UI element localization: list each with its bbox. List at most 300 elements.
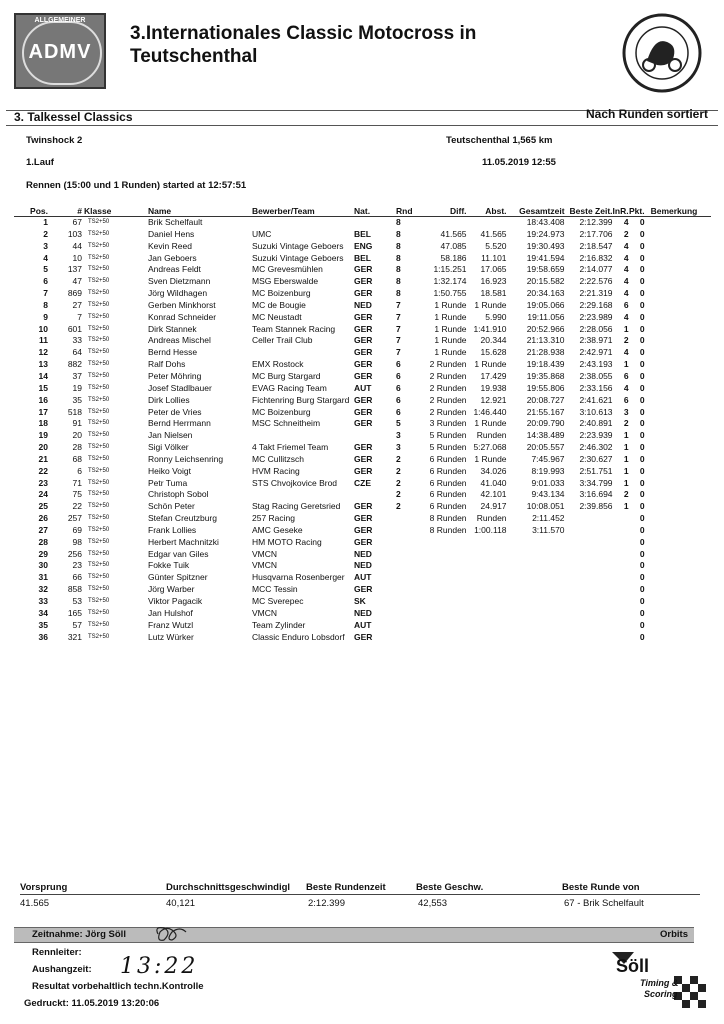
cell-points: 0 [639, 631, 645, 642]
cell-nat [354, 217, 396, 229]
cell-pos: 5 [43, 264, 48, 275]
cell-team: MC de Bougie [252, 299, 306, 310]
cell-diff: 6 Runden [429, 465, 467, 476]
table-row [14, 347, 711, 359]
cell-gap: Runden [476, 513, 507, 524]
cell-team [252, 489, 354, 501]
cell-points: 0 [639, 217, 645, 227]
cell-points: 0 [639, 359, 645, 370]
cell-name: Andreas Feldt [148, 264, 201, 275]
cell-name: Sven Dietzmann [148, 276, 211, 287]
cell-laps: 7 [396, 299, 401, 310]
cell-pos: 7 [43, 288, 48, 299]
cell-pos: 21 [38, 453, 48, 464]
cell-pos: 2 [43, 228, 48, 239]
cell-best-time: 2:42.971 [579, 347, 613, 358]
cell-class: TS2+50 [88, 420, 110, 427]
cell-points: 0 [639, 276, 645, 287]
col-number: # [48, 205, 82, 217]
cell-pos: 1 [43, 217, 48, 227]
cell-name: Schön Peter [148, 501, 195, 512]
cell-nat: GER [354, 442, 373, 453]
cell-diff: 1:32.174 [433, 276, 467, 287]
cell-pos: 12 [38, 347, 48, 358]
cell-remark [651, 442, 711, 454]
cell-team: Classic Enduro Lobsdorf [252, 631, 345, 642]
cell-team: HVM Racing [252, 465, 300, 476]
table-row [14, 572, 711, 584]
cell-best-lap: 1 [623, 323, 629, 334]
cell-gap: 1 Runde [474, 453, 507, 464]
cell-name: Christoph Sobol [148, 489, 209, 500]
cell-best-lap [613, 513, 629, 525]
cell-points: 0 [639, 619, 645, 630]
cell-diff: 2 Runden [429, 394, 467, 405]
cell-class: TS2+50 [88, 550, 110, 557]
cell-gap: 5.990 [485, 311, 507, 322]
table-row [14, 383, 711, 395]
table-row [14, 513, 711, 525]
table-row [14, 608, 711, 620]
cell-number: 10 [72, 252, 82, 263]
cell-points: 0 [639, 524, 645, 535]
cell-points: 0 [639, 572, 645, 583]
cell-name: Bernd Herrmann [148, 418, 211, 429]
cell-total-time [507, 620, 565, 632]
cell-best-lap: 3 [623, 406, 629, 417]
cell-best-lap: 1 [623, 359, 629, 370]
cell-gap [467, 572, 507, 584]
cell-pos: 34 [38, 607, 48, 618]
cell-diff [413, 217, 467, 229]
cell-gap: 1 Runde [474, 299, 507, 310]
cell-class: TS2+50 [88, 574, 110, 581]
col-points: Pkt. [629, 205, 651, 217]
cell-name: Franz Wutzl [148, 619, 194, 630]
cell-laps [396, 632, 413, 644]
cell-best-lap: 4 [623, 276, 629, 287]
cell-team: MC Burg Stargard [252, 370, 321, 381]
cell-pos: 19 [38, 430, 48, 441]
cell-diff [413, 560, 467, 572]
cell-total-time: 3:11.570 [532, 524, 565, 535]
col-total-time: Gesamtzeit [507, 205, 565, 217]
cell-nat: NED [354, 299, 372, 310]
cell-laps: 6 [396, 406, 401, 417]
cell-nat: GER [354, 335, 373, 346]
cell-gap: 1:41.910 [473, 323, 507, 334]
cell-nat: CZE [354, 477, 371, 488]
cell-remark [651, 608, 711, 620]
cell-name: Gerben Minkhorst [148, 299, 216, 310]
cell-diff: 8 Runden [429, 524, 467, 535]
cell-laps [396, 513, 413, 525]
cell-best-lap: 1 [623, 465, 629, 476]
cell-class: TS2+50 [88, 503, 110, 510]
cell-pos: 30 [38, 560, 48, 571]
cell-remark [651, 549, 711, 561]
col-best-time: Beste Zeit. [565, 205, 613, 217]
cell-team: UMC [252, 228, 272, 239]
cell-points: 0 [639, 453, 645, 464]
cell-best-lap [613, 549, 629, 561]
cell-nat: GER [354, 536, 373, 547]
cell-remark [651, 335, 711, 347]
cell-total-time: 14:38.489 [526, 430, 565, 441]
cell-best-time: 3:10.613 [579, 406, 613, 417]
soell-logo-name: Söll [616, 956, 650, 976]
cell-number: 75 [72, 489, 82, 500]
cell-best-lap: 4 [623, 347, 629, 358]
cell-gap: 42.101 [480, 489, 507, 500]
table-row [14, 596, 711, 608]
cell-remark [651, 525, 711, 537]
cell-pos: 13 [38, 359, 48, 370]
cell-name: Jan Nielsen [148, 430, 193, 441]
cell-class: TS2+50 [88, 538, 110, 545]
cell-diff: 3 Runden [429, 418, 467, 429]
cell-team: VMCN [252, 607, 278, 618]
cell-number: 869 [67, 288, 82, 299]
cell-gap: 20.344 [480, 335, 507, 346]
col-remark: Bemerkung [651, 205, 711, 217]
cell-gap: 1:46.440 [473, 406, 507, 417]
table-row [14, 407, 711, 419]
cell-gap [467, 537, 507, 549]
cell-total-time: 18:43.408 [526, 217, 565, 227]
cell-class: TS2+50 [88, 562, 110, 569]
cell-best-lap: 2 [623, 228, 629, 239]
cell-laps: 7 [396, 335, 401, 346]
table-row [14, 489, 711, 501]
cell-remark [651, 371, 711, 383]
race-director-label: Rennleiter: [32, 947, 82, 958]
cell-diff: 6 Runden [429, 489, 467, 500]
cell-class: TS2+50 [88, 361, 110, 368]
cell-laps: 6 [396, 359, 401, 370]
cell-points: 0 [639, 418, 645, 429]
cell-best-lap [613, 596, 629, 608]
cell-pos: 24 [38, 489, 48, 500]
cell-team: VMCN [252, 548, 278, 559]
cell-team [252, 217, 354, 229]
cell-gap: 24.917 [480, 501, 507, 512]
cell-total-time: 10:08.051 [526, 501, 565, 512]
cell-best-time [565, 537, 613, 549]
cell-team: MC Grevesmühlen [252, 264, 323, 275]
cell-number: 67 [72, 217, 82, 227]
cell-pos: 15 [38, 382, 48, 393]
cell-points: 0 [639, 430, 645, 441]
cell-pos: 11 [39, 335, 48, 346]
cell-number: 20 [72, 430, 82, 441]
cell-name: Josef Stadlbauer [148, 382, 212, 393]
cell-laps: 8 [396, 240, 401, 251]
cell-laps [396, 549, 413, 561]
cell-laps: 8 [396, 276, 401, 287]
cell-best-time: 2:33.156 [579, 382, 613, 393]
cell-total-time: 19:35.868 [526, 370, 565, 381]
cell-diff: 5 Runden [429, 442, 467, 453]
cell-team: EVAG Racing Team [252, 382, 327, 393]
cell-pos: 32 [38, 584, 48, 595]
track-info: Teutschenthal 1,565 km [446, 135, 553, 146]
cell-name: Fokke Tuik [148, 560, 190, 571]
table-row [14, 324, 711, 336]
cell-laps: 7 [396, 323, 401, 334]
cell-gap [467, 632, 507, 644]
class-name: Twinshock 2 [26, 135, 83, 146]
cell-nat: GER [354, 347, 373, 358]
cell-laps [396, 525, 413, 537]
cell-best-time: 2:22.576 [579, 276, 613, 287]
cell-diff [413, 572, 467, 584]
cell-gap: 18.581 [480, 288, 507, 299]
cell-pos: 18 [38, 418, 48, 429]
cell-name: Jörg Warber [148, 584, 195, 595]
cell-best-lap: 6 [623, 370, 629, 381]
table-row [14, 454, 711, 466]
cell-best-time: 3:34.799 [579, 477, 613, 488]
cell-remark [651, 418, 711, 430]
title-line-1: 3.Internationales Classic Motocross in [130, 23, 477, 44]
cell-diff: 47.085 [440, 240, 467, 251]
motocross-teutschenthal-logo [617, 13, 707, 93]
cell-gap: 1 Runde [474, 359, 507, 370]
cell-points: 0 [639, 584, 645, 595]
lead-value: 41.565 [20, 898, 50, 909]
cell-best-lap [613, 608, 629, 620]
cell-remark [651, 347, 711, 359]
cell-laps: 2 [396, 477, 401, 488]
cell-diff: 1 Runde [434, 335, 467, 346]
cell-pos: 23 [38, 477, 48, 488]
orbits-label: Orbits [660, 929, 688, 940]
table-row [14, 229, 711, 241]
cell-name: Viktor Pagacik [148, 596, 203, 606]
cell-gap: 15.628 [480, 347, 507, 358]
cell-remark [651, 383, 711, 395]
cell-best-lap [613, 560, 629, 572]
page-title [130, 22, 570, 68]
cell-diff [413, 596, 467, 608]
cell-total-time: 21:55.167 [526, 406, 565, 417]
cell-total-time: 19:11.056 [527, 311, 565, 322]
cell-remark [651, 584, 711, 596]
cell-pos: 28 [38, 536, 48, 547]
cell-team [252, 347, 354, 359]
cell-team [252, 430, 354, 442]
cell-name: Brik Schelfault [148, 217, 203, 227]
cell-team: MC Boizenburg [252, 406, 311, 417]
cell-best-time [565, 513, 613, 525]
cell-number: 27 [72, 299, 82, 310]
cell-name: Peter de Vries [148, 406, 202, 417]
cell-nat: AUT [354, 619, 372, 630]
cell-number: 19 [72, 382, 82, 393]
cell-nat: GER [354, 513, 373, 524]
cell-pos: 3 [43, 240, 48, 251]
cell-class: TS2+50 [88, 254, 110, 261]
printed-date: Gedruckt: 11.05.2019 13:20:06 [24, 998, 160, 1009]
cell-points: 0 [639, 477, 645, 488]
cell-remark [651, 632, 711, 644]
cell-total-time: 21:28.938 [526, 347, 565, 358]
cell-name: Dirk Lollies [148, 394, 190, 405]
table-row [14, 442, 711, 454]
cell-nat: GER [354, 501, 373, 512]
cell-best-lap [613, 620, 629, 632]
table-row [14, 418, 711, 430]
col-gap: Abst. [467, 205, 507, 217]
cell-points: 0 [639, 264, 645, 275]
cell-best-lap: 6 [623, 394, 629, 405]
cell-laps [396, 608, 413, 620]
cell-points: 0 [639, 607, 645, 618]
cell-best-lap: 4 [623, 288, 629, 299]
cell-best-lap: 1 [623, 477, 629, 488]
cell-pos: 8 [43, 299, 48, 310]
cell-best-time: 2:12.399 [579, 217, 613, 227]
cell-remark [651, 430, 711, 442]
cell-nat: GER [354, 631, 373, 642]
cell-class: TS2+50 [88, 455, 110, 462]
cell-best-time [565, 560, 613, 572]
cell-points: 0 [639, 311, 645, 322]
soell-timing-logo [604, 946, 708, 1014]
cell-total-time [507, 572, 565, 584]
cell-remark [651, 620, 711, 632]
soell-logo-line2: Timing & [640, 978, 679, 988]
col-team: Bewerber/Team [252, 205, 354, 217]
cell-number: 69 [72, 524, 82, 535]
cell-team: Stag Racing Geretsried [252, 501, 341, 512]
cell-team: 257 Racing [252, 513, 296, 524]
table-row [14, 276, 711, 288]
cell-total-time: 20:52.966 [526, 323, 565, 334]
cell-nat: AUT [354, 382, 372, 393]
cell-team: Suzuki Vintage Geboers [252, 240, 344, 251]
cell-total-time: 19:55.806 [526, 382, 565, 393]
cell-diff [413, 584, 467, 596]
cell-remark [651, 478, 711, 490]
cell-best-lap: 6 [623, 299, 629, 310]
cell-nat: GER [354, 370, 373, 381]
cell-diff: 1:15.251 [433, 264, 467, 275]
section-title: 3. Talkessel Classics [14, 110, 133, 124]
cell-diff: 6 Runden [429, 453, 467, 464]
cell-best-lap: 4 [623, 252, 629, 263]
col-name: Name [148, 205, 252, 217]
cell-gap [467, 560, 507, 572]
cell-class: TS2+50 [88, 325, 110, 332]
cell-number: 98 [72, 536, 82, 547]
cell-best-time: 2:21.319 [579, 288, 613, 299]
table-header-row [14, 205, 711, 217]
cell-number: 68 [72, 453, 82, 464]
cell-laps [396, 537, 413, 549]
cell-remark [651, 217, 711, 229]
cell-remark [651, 288, 711, 300]
cell-number: 37 [72, 370, 82, 381]
cell-best-lap: 4 [623, 311, 629, 322]
results-table [14, 205, 711, 643]
cell-laps: 8 [396, 252, 401, 263]
cell-pos: 14 [38, 370, 48, 381]
cell-diff [413, 549, 467, 561]
cell-points: 0 [639, 370, 645, 381]
cell-points: 0 [639, 394, 645, 405]
cell-best-lap: 4 [623, 264, 629, 275]
cell-nat [354, 489, 396, 501]
cell-class: TS2+50 [88, 372, 110, 379]
cell-team: MSC Schneitheim [252, 418, 321, 429]
cell-nat: SK [354, 596, 366, 606]
cell-diff: 1 Runde [434, 311, 467, 322]
cell-gap: 5:27.068 [473, 442, 507, 453]
cell-gap [467, 608, 507, 620]
cell-diff: 2 Runden [429, 406, 467, 417]
cell-best-time: 2:23.939 [579, 430, 613, 441]
race-datetime: 11.05.2019 12:55 [482, 157, 556, 168]
cell-best-time: 2:16.832 [579, 252, 613, 263]
cell-remark [651, 572, 711, 584]
cell-remark [651, 229, 711, 241]
cell-class: TS2+50 [88, 301, 110, 308]
cell-class: TS2+50 [88, 609, 110, 616]
cell-remark [651, 466, 711, 478]
best-speed-value: 42,553 [418, 898, 448, 909]
cell-name: Frank Lollies [148, 524, 197, 535]
cell-best-time: 2:38.971 [579, 335, 613, 346]
cell-points: 0 [639, 240, 645, 251]
cell-total-time: 21:13.310 [526, 335, 565, 346]
cell-diff: 6 Runden [429, 501, 467, 512]
col-pos: Pos. [14, 205, 48, 217]
cell-number: 321 [67, 631, 82, 642]
cell-points: 0 [639, 501, 645, 512]
cell-best-lap [613, 525, 629, 537]
cell-gap: 17.429 [480, 370, 507, 381]
admv-logo-top-text: ALLGEMEINER [34, 17, 86, 24]
cell-total-time [507, 560, 565, 572]
avg-speed-label: Durchschnittsgeschwindigl [166, 882, 291, 893]
cell-remark [651, 560, 711, 572]
cell-total-time: 2:11.452 [532, 513, 565, 524]
cell-laps: 8 [396, 228, 401, 239]
cell-class: TS2+50 [88, 432, 110, 439]
signature [150, 924, 192, 944]
cell-best-time [565, 525, 613, 537]
cell-best-time [565, 584, 613, 596]
cell-name: Edgar van Giles [148, 548, 209, 559]
cell-number: 22 [72, 501, 82, 512]
cell-number: 256 [67, 548, 82, 559]
cell-team: Celler Trail Club [252, 335, 313, 346]
cell-total-time: 19:41.594 [526, 252, 565, 263]
cell-total-time [507, 596, 565, 608]
cell-points: 0 [639, 335, 645, 346]
table-row [14, 430, 711, 442]
best-lap-from-value: 67 - Brik Schelfault [564, 898, 644, 909]
cell-best-lap: 4 [623, 382, 629, 393]
cell-number: 601 [67, 323, 82, 334]
cell-total-time: 20:15.582 [526, 276, 565, 287]
cell-best-time: 2:39.856 [579, 501, 613, 512]
cell-best-time: 2:30.627 [579, 453, 613, 464]
cell-best-lap [613, 572, 629, 584]
cell-gap: 41.040 [480, 477, 507, 488]
